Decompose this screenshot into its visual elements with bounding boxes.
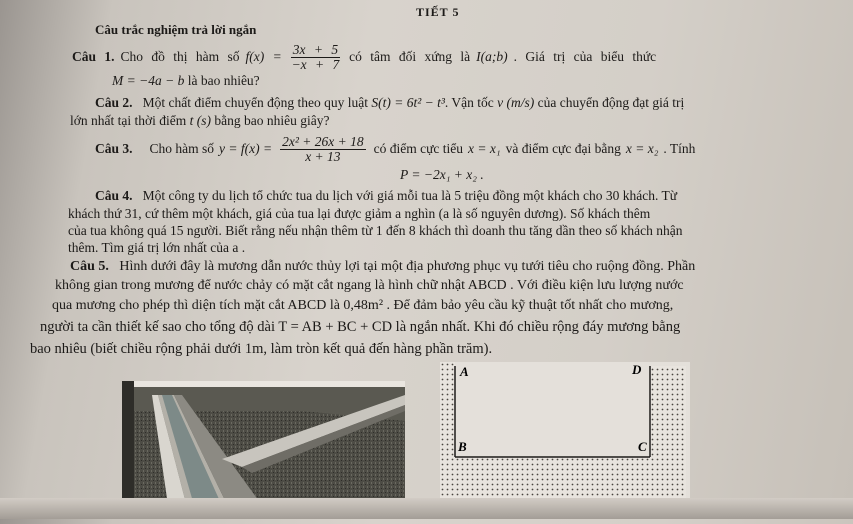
velocity-unit: v (m/s) — [497, 95, 535, 110]
question-2-text: . Vận tốc — [444, 95, 494, 110]
question-2-text: bằng bao nhiêu giây? — [214, 113, 330, 128]
question-1-line-1 — [72, 40, 656, 74]
fraction-denominator: −x + 7 — [291, 56, 340, 72]
question-1-line-2 — [112, 73, 260, 89]
question-5-line-5: bao nhiêu (biết chiều rộng phải dưới 1m, làm tròn kết quả đến hàng phần trăm). — [30, 341, 493, 357]
fraction-denominator: x + 13 — [305, 148, 341, 164]
canal-cross-section — [440, 362, 690, 519]
question-4-line-2: khách thứ 31, cứ thêm một khách, giá của tua lại được giảm a nghìn (a là số nguyên dương). Số khách thêm — [68, 206, 651, 221]
function-y: y = f(x) = — [219, 141, 273, 156]
label-b: B — [458, 439, 467, 454]
fraction-q1 — [291, 43, 340, 72]
question-2-text: lớn nhất tại thời điểm — [70, 113, 187, 128]
question-3-line-1 — [95, 132, 695, 166]
question-2-line-2 — [70, 113, 329, 129]
fraction-numerator: 3x + 5 — [292, 41, 339, 57]
question-3-text: Cho hàm số — [149, 141, 215, 156]
question-1-text: . Giá trị của biểu thức — [513, 49, 657, 64]
question-5-line-3: qua mương cho phép thì diện tích mặt cắt ABCD là 0,48m² . Để đảm bảo yêu cầu kỹ thuật tốt nhất cho mương, — [52, 298, 674, 313]
question-5-line-1 — [70, 259, 695, 275]
question-3-text: và điểm cực đại bằng — [505, 141, 621, 156]
question-5-text: Hình dưới đây là mương dẫn nước thủy lợi tại một địa phương phục vụ tưới tiêu cho ruộng đồng. Phần — [119, 259, 696, 274]
lesson-header: TIẾT 5 — [416, 5, 460, 19]
question-4-label: Câu 4. — [95, 188, 133, 203]
page-bottom-shadow — [0, 498, 853, 519]
question-2-text: của chuyển động đạt giá trị — [537, 95, 685, 110]
question-5-line-4: người ta cần thiết kế sao cho tổng độ dài T = AB + BC + CD là ngắn nhất. Khi đó chiều rộng đáy mương bằng — [40, 319, 681, 335]
max-point: x = x₂ — [625, 141, 659, 156]
question-3-text: có điểm cực tiểu — [373, 141, 464, 156]
question-4-line-3: của tua không quá 15 người. Biết rằng nếu nhận thêm từ 1 đến 8 khách thì doanh thu tăng dần theo số khách nhận — [68, 223, 683, 238]
label-a: A — [460, 364, 469, 379]
question-5-line-2: không gian trong mương để nước chảy có mặt cắt ngang là hình chữ nhật ABCD . Với điều kiện lưu lượng nước — [55, 278, 684, 293]
question-3-label: Câu 3. — [95, 141, 133, 156]
cross-section-diagram — [440, 362, 690, 519]
question-3-text: . Tính — [663, 141, 696, 156]
question-1-text: có tâm đối xứng là — [349, 49, 471, 64]
question-2-line-1 — [95, 95, 684, 111]
question-1-text: là bao nhiêu? — [187, 73, 260, 88]
question-1-label: Câu 1. — [72, 49, 115, 64]
expression-m: M = −4a − b — [112, 73, 185, 88]
symmetry-center: I(a;b) — [476, 49, 508, 64]
expression-p: P = −2x₁ + x₂ . — [400, 167, 484, 182]
motion-law: S(t) = 6t² − t³ — [371, 95, 445, 110]
question-4-text: Một công ty du lịch tổ chức tua du lịch với giá mỗi tua là 5 triệu đồng một khách cho 30 khách. Từ — [142, 188, 678, 203]
function-f: f(x) = — [245, 49, 282, 64]
label-c: C — [638, 439, 647, 454]
min-point: x = x₁ — [468, 141, 501, 156]
question-5-label: Câu 5. — [70, 259, 109, 274]
question-4-line-4: thêm. Tìm giá trị lớn nhất của a . — [68, 240, 246, 255]
section-title: Câu trắc nghiệm trả lời ngắn — [95, 22, 257, 37]
question-1-text: Cho đồ thị hàm số — [120, 49, 240, 64]
fraction-numerator: 2x² + 26x + 18 — [282, 133, 364, 149]
fraction-q3 — [280, 135, 366, 164]
time-unit: t (s) — [189, 113, 212, 128]
label-d: D — [632, 362, 642, 377]
question-2-text: Một chất điểm chuyển động theo quy luật — [142, 95, 368, 110]
question-2-label: Câu 2. — [95, 95, 133, 110]
question-4-line-1 — [95, 188, 677, 204]
